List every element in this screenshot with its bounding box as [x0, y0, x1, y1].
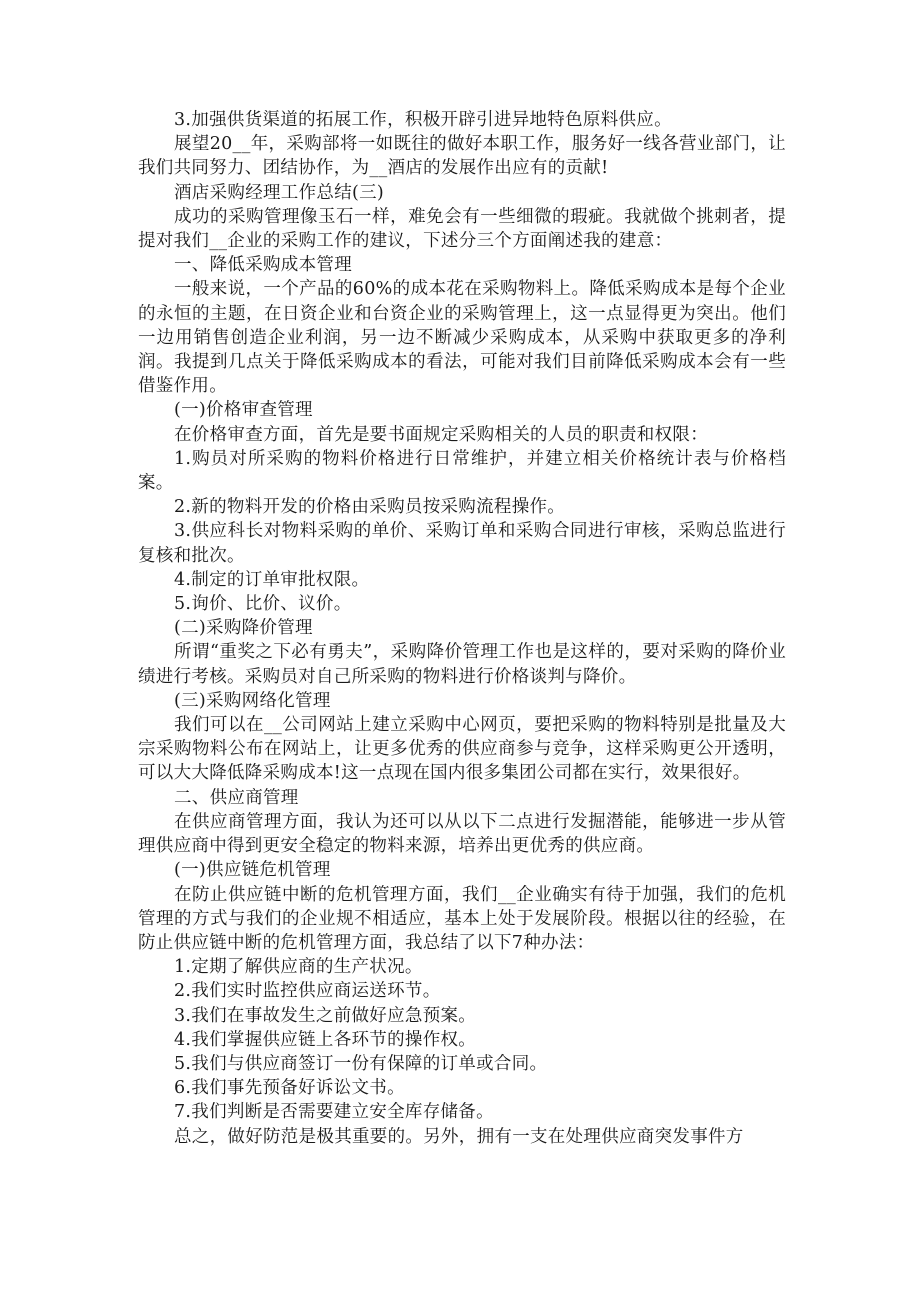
paragraph: 一般来说，一个产品的60%的成本花在采购物料上。降低采购成本是每个企业的永恒的主题，在日资企业和台资企业的采购管理上，这一点显得更为突出。他们一边用销售创造企业利润，另一边不断减少采购成本，从采购中获取更多的净利润。我提到几点关于降低采购成本的看法，可能对我们目前降低采购成本会有一些借鉴作用。 — [138, 279, 786, 397]
list-item: 4.我们掌握供应链上各环节的操作权。 — [174, 1029, 477, 1050]
paragraph: 成功的采购管理像玉石一样，难免会有一些细微的瑕疵。我就做个挑刺者，提提对我们__企业的采购工作的建议，下述分三个方面阐述我的建意： — [138, 206, 786, 252]
section-heading: 二、供应商管理 — [174, 787, 299, 808]
section-heading: 一、降低采购成本管理 — [174, 255, 352, 276]
subsection-heading: (三)采购网络化管理 — [174, 690, 331, 711]
list-item: 7.我们判断是否需要建立安全库存储备。 — [174, 1102, 494, 1123]
list-item: 4.制定的订单审批权限。 — [174, 569, 370, 590]
paragraph: 总之，做好防范是极其重要的。另外，拥有一支在处理供应商突发事件方 — [174, 1126, 744, 1147]
subsection-heading: (一)供应链危机管理 — [174, 860, 331, 881]
subsection-heading: (二)采购降价管理 — [174, 618, 313, 639]
list-item: 3.供应科长对物料采购的单价、采购订单和采购合同进行审核，采购总监进行复核和批次。 — [138, 521, 786, 566]
list-item: 1.定期了解供应商的生产状况。 — [174, 957, 423, 978]
paragraph: 展望20__年，采购部将一如既往的做好本职工作，服务好一线各营业部门，让我们共同努力、团结协作，为__酒店的发展作出应有的贡献! — [138, 134, 786, 179]
paragraph: 我们可以在__公司网站上建立采购中心网页，要把采购的物料特别是批量及大宗采购物料公布在网站上，让更多优秀的供应商参与竞争，这样采购更公开透明，可以大大降低降采购成本!这一点现在国内很多集团公司都在实行，效果很好。 — [138, 715, 786, 784]
list-item: 5.询价、比价、议价。 — [174, 594, 352, 615]
paragraph: 在供应商管理方面，我认为还可以从以下二点进行发掘潜能，能够进一步从管理供应商中得到更安全稳定的物料来源，培养出更优秀的供应商。 — [138, 811, 786, 857]
list-item: 2.新的物料开发的价格由采购员按采购流程操作。 — [174, 497, 566, 518]
list-item: 3.我们在事故发生之前做好应急预案。 — [174, 1005, 477, 1026]
paragraph: 所谓“重奖之下必有勇夫”，采购降价管理工作也是这样的，要对采购的降价业绩进行考核。采购员对自己所采购的物料进行价格谈判与降价。 — [138, 642, 786, 687]
paragraph: 在价格审查方面，首先是要书面规定采购相关的人员的职责和权限： — [174, 424, 708, 445]
document-body — [138, 108, 786, 1149]
list-item: 5.我们与供应商签订一份有保障的订单或合同。 — [174, 1053, 548, 1074]
list-item: 1.购员对所采购的物料价格进行日常维护，并建立相关价格统计表与价格档案。 — [138, 448, 786, 494]
list-item: 2.我们实时监控供应商运送环节。 — [174, 981, 441, 1002]
paragraph: 3.加强供货渠道的拓展工作，积极开辟引进异地特色原料供应。 — [174, 110, 672, 130]
paragraph: 在防止供应链中断的危机管理方面，我们__企业确实有待于加强，我们的危机管理的方式与我们的企业规不相适应，基本上处于发展阶段。根据以往的经验，在防止供应链中断的危机管理方面，我总结了以下7种办法： — [138, 884, 786, 953]
list-item: 6.我们事先预备好诉讼文书。 — [174, 1078, 405, 1099]
subsection-heading: (一)价格审查管理 — [174, 400, 313, 421]
section-title: 酒店采购经理工作总结(三) — [174, 182, 385, 203]
